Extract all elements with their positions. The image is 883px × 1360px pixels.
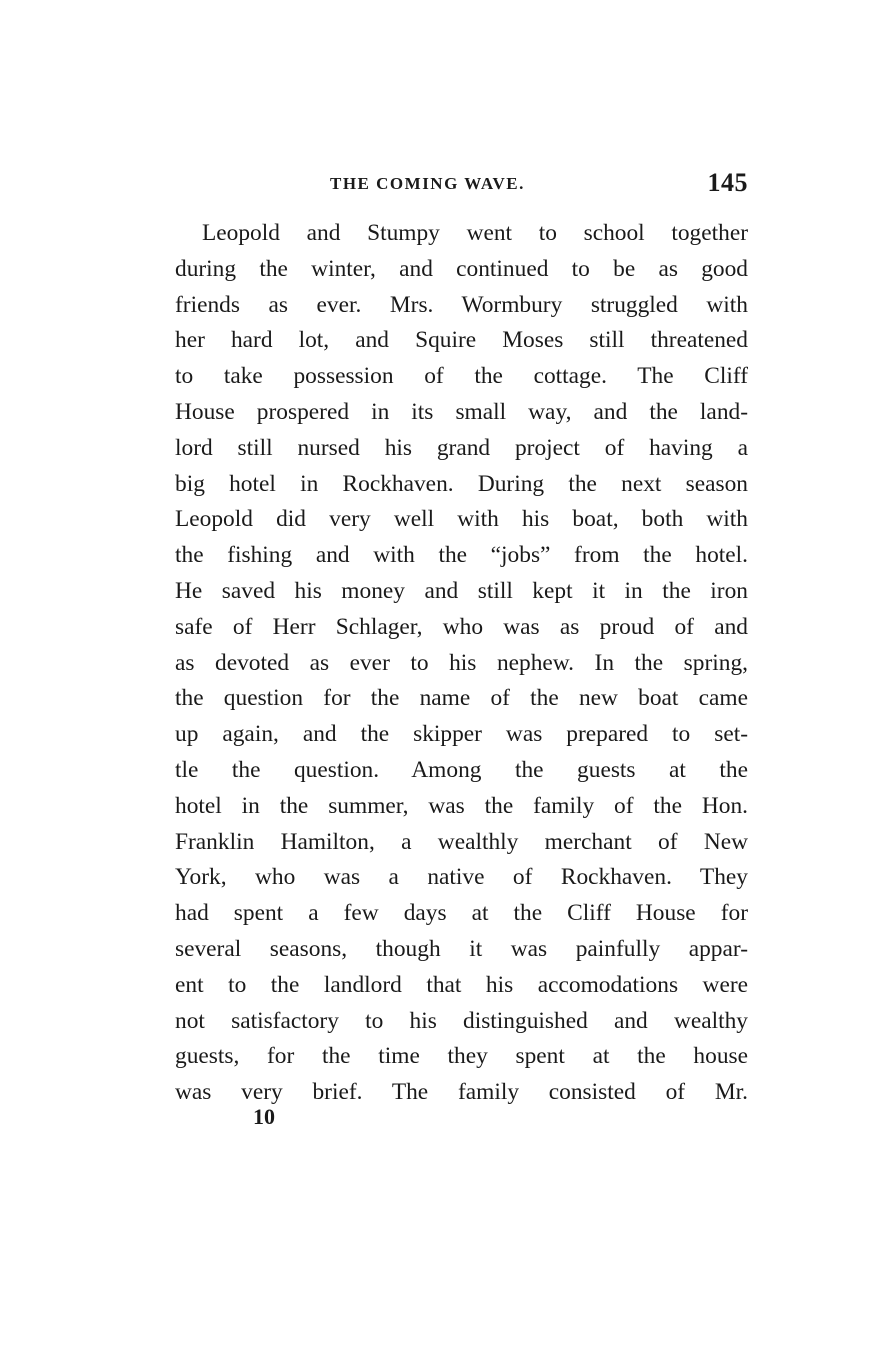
text-line: Leopold and Stumpy went to school together	[202, 220, 748, 246]
running-title: THE COMING WAVE.	[330, 174, 525, 193]
text-line: He saved his money and still kept it in the iron	[175, 577, 748, 604]
text-line: not satisfactory to his distinguished and wealthy	[175, 1007, 748, 1034]
text-line: friends as ever. Mrs. Wormbury struggled with	[175, 291, 748, 318]
text-line: guests, for the time they spent at the house	[175, 1043, 748, 1070]
text-line: during the winter, and continued to be as good	[175, 255, 748, 282]
text-line: safe of Herr Schlager, who was as proud of and	[175, 613, 748, 640]
text-line: Leopold did very well with his boat, both with	[175, 506, 748, 533]
signature-mark: 10	[253, 1104, 275, 1129]
text-line: to take possession of the cottage. The Cliff	[175, 363, 748, 390]
text-line: hotel in the summer, was the family of the Hon.	[175, 792, 748, 819]
text-line: House prospered in its small way, and the land-	[175, 398, 748, 425]
text-line: lord still nursed his grand project of having a	[175, 434, 748, 461]
text-line: several seasons, though it was painfully appar-	[175, 935, 748, 962]
running-head	[175, 168, 748, 204]
text-line: up again, and the skipper was prepared to set-	[175, 721, 748, 748]
text-line: had spent a few days at the Cliff House for	[175, 900, 748, 927]
text-line: her hard lot, and Squire Moses still threatened	[175, 327, 748, 354]
text-line: York, who was a native of Rockhaven. They	[175, 864, 748, 891]
text-line: was very brief. The family consisted of Mr.	[175, 1079, 748, 1106]
page-number: 145	[707, 168, 748, 197]
text-line: big hotel in Rockhaven. During the next season	[175, 470, 748, 497]
text-line: the fishing and with the “jobs” from the hotel.	[175, 542, 748, 569]
text-line: as devoted as ever to his nephew. In the spring,	[175, 649, 748, 676]
text-line: the question for the name of the new boat came	[175, 685, 748, 712]
text-line: ent to the landlord that his accomodations were	[175, 971, 748, 998]
body-text	[175, 216, 748, 1111]
text-line: Franklin Hamilton, a wealthly merchant of New	[175, 828, 748, 855]
text-line: tle the question. Among the guests at the	[175, 756, 748, 783]
